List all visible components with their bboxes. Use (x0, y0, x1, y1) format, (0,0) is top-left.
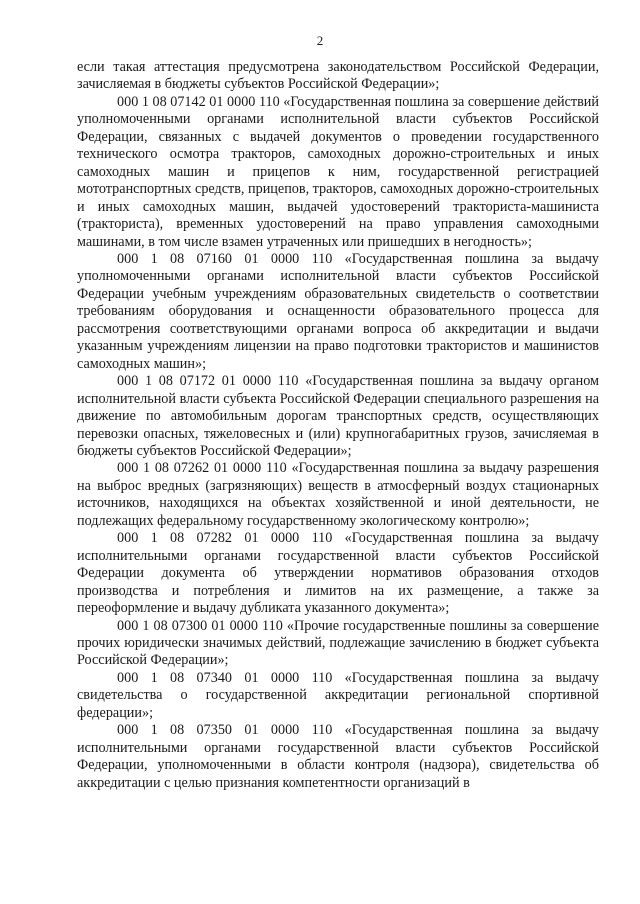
paragraph-kbk-07282: 000 1 08 07282 01 0000 110 «Государственная пошлина за выдачу исполнительными органами государственной власти субъектов Российской Федерации документа об утверждении нормативов образования отходов производства и потребления и лимитов на их размещение, а также за переоформление и выдачу дубликата указанного документа»; (77, 530, 599, 617)
document-body (77, 59, 599, 792)
paragraph-kbk-07262: 000 1 08 07262 01 0000 110 «Государственная пошлина за выдачу разрешения на выброс вредных (загрязняющих) веществ в атмосферный воздух стационарных источников, находящихся на объектах хозяйственной и иной деятельности, не подлежащих федеральному государственному экологическому контролю»; (77, 460, 599, 529)
page-number: 2 (316, 33, 324, 48)
paragraph-kbk-07172: 000 1 08 07172 01 0000 110 «Государственная пошлина за выдачу органом исполнительной власти субъекта Российской Федерации специального разрешения на движение по автомобильным дорогам транспортных средств, осуществляющих перевозки опасных, тяжеловесных и (или) крупногабаритных грузов, зачисляемая в бюджеты субъектов Российской Федерации»; (77, 373, 599, 459)
paragraph-kbk-07142: 000 1 08 07142 01 0000 110 «Государственная пошлина за совершение действий уполномоченными органами исполнительной власти субъектов Российской Федерации, связанных с выдачей документов о проведении государственного технического осмотра тракторов, самоходных дорожно-строительных и иных самоходных машин и прицепов к ним, государственной регистрацией мототранспортных средств, прицепов, тракторов, самоходных дорожно-строительных и иных самоходных машин, выдачей удостоверений тракториста-машиниста (тракториста), временных удостоверений на право управления самоходными машинами, в том числе взамен утраченных или пришедших в негодность»; (77, 93, 600, 250)
paragraph-continuation: если такая аттестация предусмотрена законодательством Российской Федерации, зачисляемая в бюджеты субъектов Российской Федерации»; (77, 59, 599, 93)
paragraph-kbk-07350: 000 1 08 07350 01 0000 110 «Государственная пошлина за выдачу исполнительными органами государственной власти субъектов Российской Федерации, уполномоченными в области контроля (надзора), свидетельства об аккредитации с целью признания компетентности организаций в (77, 722, 599, 791)
paragraph-kbk-07340: 000 1 08 07340 01 0000 110 «Государственная пошлина за выдачу свидетельства о государственной аккредитации региональной спортивной федерации»; (77, 669, 599, 721)
paragraph-kbk-07300: 000 1 08 07300 01 0000 110 «Прочие государственные пошлины за совершение прочих юридически значимых действий, подлежащие зачислению в бюджет субъекта Российской Федерации»; (77, 617, 599, 669)
paragraph-kbk-07160: 000 1 08 07160 01 0000 110 «Государственная пошлина за выдачу уполномоченными органами исполнительной власти субъектов Российской Федерации учебным учреждениям образовательных свидетельств о соответствии требованиям оборудования и оснащенности образовательного процесса для рассмотрения соответствующими органами вопроса об аккредитации и выдачи указанным учреждениям лицензии на право подготовки трактористов и машинистов самоходных машин»; (77, 250, 599, 372)
